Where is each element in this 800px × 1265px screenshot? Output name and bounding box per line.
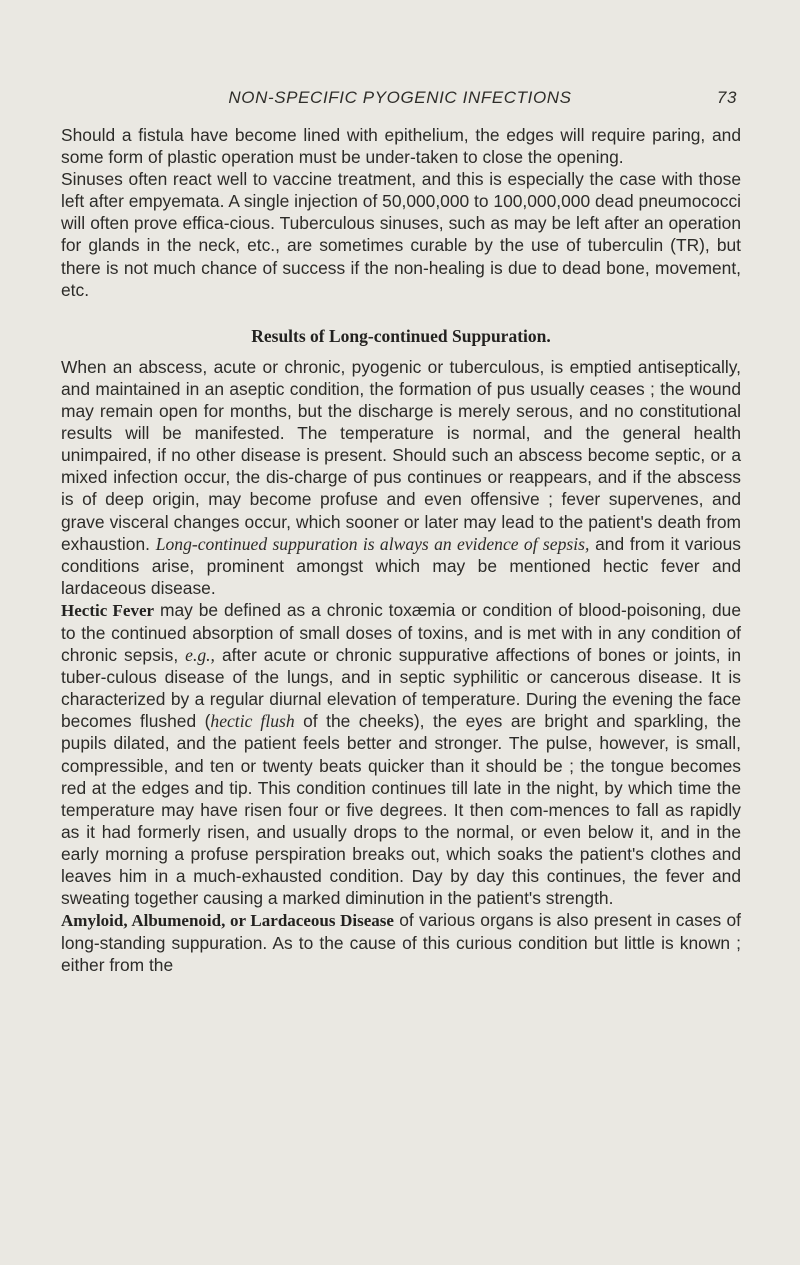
- paragraph-abscess-text: When an abscess, acute or chronic, pyogenic or tuberculous, is emptied antiseptically, and maintained in an aseptic condition, the formation of pus usually ceases ; the wound may remain open for months, but the discharge is merely serous, and no constitutional results will be manifested. The temperature is normal, and the general health unimpaired, if no other disease is present. Should such an abscess become septic, or a mixed infection occur, the dis-charge of pus continues or reappears, and if the abscess is of deep origin, may become profuse and even offensive ; fever supervenes, and grave visceral changes occur, which sooner or later may lead to the patient's death from exhaustion.: [61, 356, 741, 554]
- paragraph-amyloid: [61, 909, 741, 976]
- paragraph-fistula: Should a fistula have become lined with epithelium, the edges will require paring, and some form of plastic operation must be under-taken to close the opening.: [61, 125, 741, 168]
- paragraph-hectic-text-b: after acute or chronic suppurative affections of bones or joints, in tuber-culous disease of the lungs, and in septic syphilitic or cancerous disease. It is characterized by a regular diurnal elevation of temperature. During the evening the face becomes flushed (: [61, 645, 741, 732]
- italic-eg: e.g.,: [185, 645, 215, 666]
- page-number: 73: [716, 88, 737, 107]
- section-heading: Results of Long-continued Suppuration.: [251, 325, 551, 346]
- paragraph-hectic-text-c: of the cheeks), the eyes are bright and sparkling, the pupils dilated, and the patient feels better and stronger. The pulse, however, is small, compressible, and ten or twenty beats quicker than it should be ; the tongue becomes red at the edges and tip. This condition continues till late in the night, by which time the temperature may have risen four or five degrees. It then com-mences to fall as rapidly as it had formerly risen, and usually drops to the normal, or even below it, and in the early morning a profuse perspiration breaks out, which soaks the patient's clothes and leaves him in a much-exhausted condition. Day by day this continues, the fever and sweating together causing a marked diminution in the patient's strength.: [61, 711, 741, 909]
- paragraph-hectic-fever: [61, 599, 741, 909]
- paragraph-amyloid-text: of various organs is also present in cases of long-standing suppuration. As to the cause of this curious condition but little is known ; either from the: [61, 910, 741, 976]
- running-head-title: NON-SPECIFIC PYOGENIC INFECTIONS: [228, 88, 572, 107]
- run-in-heading-amyloid: Amyloid, Albumenoid, or Lardaceous Disease: [61, 911, 394, 931]
- italic-hectic-flush: hectic flush: [210, 711, 295, 732]
- paragraph-sinuses: Sinuses often react well to vaccine treatment, and this is especially the case with those left after empyemata. A single injection of 50,000,000 to 100,000,000 dead pneumococci will often prove effica-cious. Tuberculous sinuses, such as may be left after an operation for glands in the neck, etc., are sometimes curable by the use of tuberculin (TR), but there is not much chance of success if the non-healing is due to dead bone, movement, etc.: [61, 169, 741, 300]
- running-head: [60, 88, 740, 112]
- paragraph-abscess-text-end: and from it various conditions arise, prominent amongst which may be mentioned hectic fever and lardaceous disease.: [61, 533, 741, 598]
- paragraph-abscess: [61, 356, 741, 599]
- body-text: [61, 124, 741, 976]
- italic-emphasis: Long-continued suppuration is always an evidence of sepsis,: [155, 533, 590, 554]
- run-in-heading-hectic-fever: Hectic Fever: [61, 600, 155, 620]
- paragraph-hectic-text-a: may be defined as a chronic toxæmia or condition of blood-poisoning, due to the continued absorption of small doses of toxins, and is met with in any condition of chronic sepsis,: [61, 599, 741, 666]
